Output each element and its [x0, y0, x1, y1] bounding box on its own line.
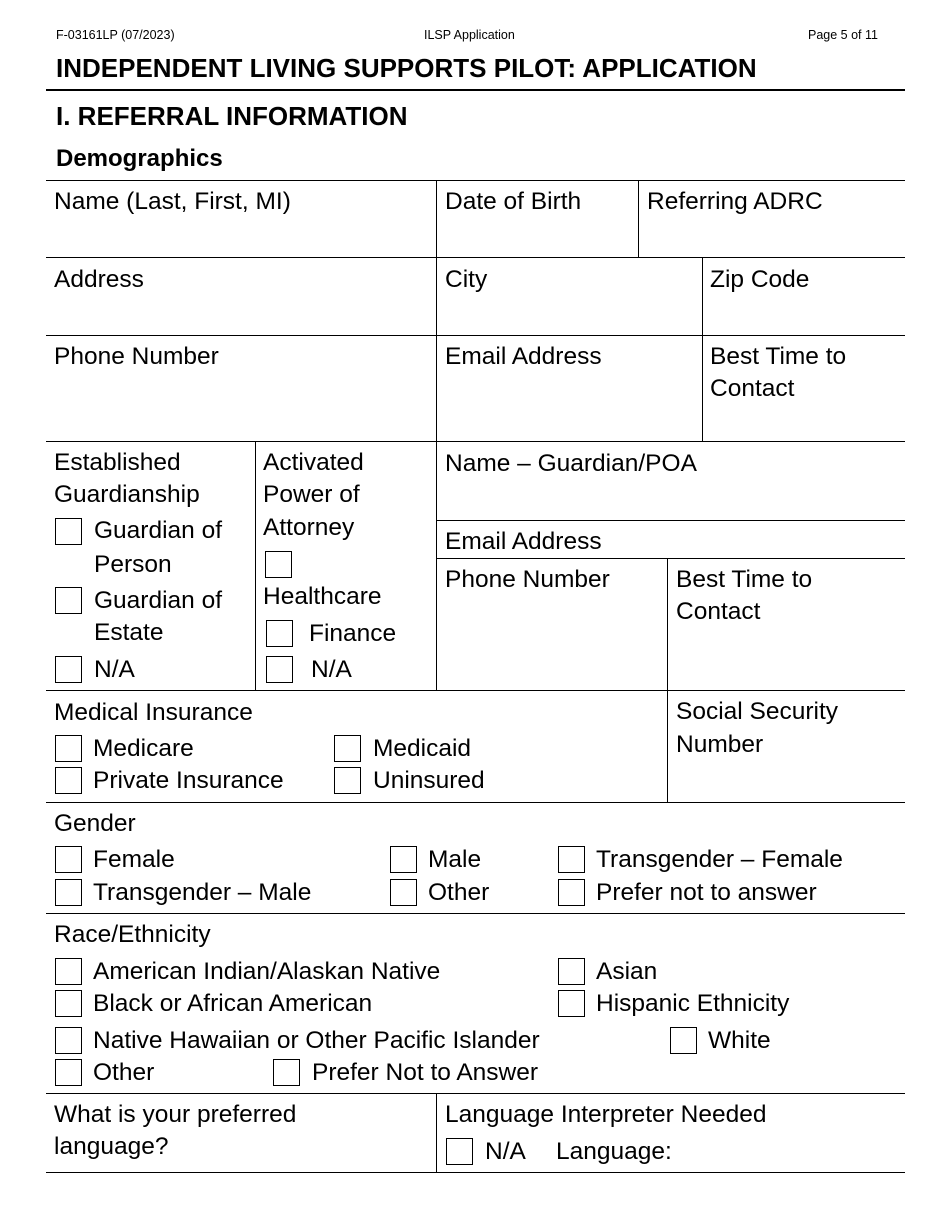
poa-label-line3: Attorney — [263, 514, 355, 541]
gender-male-checkbox[interactable] — [390, 846, 417, 873]
private-insurance-label: Private Insurance — [93, 767, 284, 794]
city-label: City — [445, 266, 488, 293]
guardian-estate-label-line2: Estate — [94, 619, 164, 646]
race-hispanic-label: Hispanic Ethnicity — [596, 990, 790, 1017]
gender-female-checkbox[interactable] — [55, 846, 82, 873]
race-asian-label: Asian — [596, 958, 658, 985]
table-line — [46, 690, 905, 691]
poa-na-label: N/A — [311, 656, 352, 683]
ssn-label-line2: Number — [676, 731, 764, 758]
interpreter-na-label: N/A — [485, 1138, 526, 1165]
name-label: Name (Last, First, MI) — [54, 188, 291, 215]
race-label: Race/Ethnicity — [54, 921, 211, 948]
address-label: Address — [54, 266, 144, 293]
table-line — [46, 1172, 905, 1173]
race-asian-checkbox[interactable] — [558, 958, 585, 985]
uninsured-checkbox[interactable] — [334, 767, 361, 794]
dob-label: Date of Birth — [445, 188, 582, 215]
poa-label-line2: Power of — [263, 481, 360, 508]
gender-other-label: Other — [428, 879, 490, 906]
race-hawaiian-checkbox[interactable] — [55, 1027, 82, 1054]
form-number: F-03161LP (07/2023) — [56, 28, 175, 42]
table-line — [638, 180, 639, 257]
best-time-label-line2: Contact — [710, 375, 795, 402]
referring-adrc-label: Referring ADRC — [647, 188, 823, 215]
gender-label: Gender — [54, 810, 136, 837]
table-line — [46, 913, 905, 914]
guardian-person-checkbox[interactable] — [55, 518, 82, 545]
gender-prefer-not-checkbox[interactable] — [558, 879, 585, 906]
race-prefer-not-checkbox[interactable] — [273, 1059, 300, 1086]
gender-female-label: Female — [93, 846, 175, 873]
poa-finance-checkbox[interactable] — [266, 620, 293, 647]
subsection-heading: Demographics — [56, 145, 223, 172]
guardian-person-label-line1: Guardian of — [94, 517, 223, 544]
table-line — [46, 180, 905, 181]
table-line — [436, 180, 437, 690]
table-line — [46, 802, 905, 803]
page-title: INDEPENDENT LIVING SUPPORTS PILOT: APPLICATION — [56, 53, 757, 83]
gender-trans-female-checkbox[interactable] — [558, 846, 585, 873]
table-line — [46, 257, 905, 258]
guardianship-label-line2: Guardianship — [54, 481, 200, 508]
best-time-label-line1: Best Time to — [710, 343, 847, 370]
medicaid-label: Medicaid — [373, 735, 472, 762]
gender-prefer-not-label: Prefer not to answer — [596, 879, 817, 906]
insurance-label: Medical Insurance — [54, 699, 253, 726]
guardian-name-label: Name – Guardian/POA — [445, 450, 697, 477]
guardianship-na-checkbox[interactable] — [55, 656, 82, 683]
table-line — [255, 441, 256, 690]
race-black-label: Black or African American — [93, 990, 373, 1017]
table-line — [437, 520, 905, 521]
guardianship-na-label: N/A — [94, 656, 135, 683]
poa-finance-label: Finance — [309, 620, 397, 647]
gender-trans-male-checkbox[interactable] — [55, 879, 82, 906]
table-line — [702, 257, 703, 441]
poa-label-line1: Activated — [263, 449, 364, 476]
interpreter-language-label: Language: — [556, 1138, 672, 1165]
guardian-best-time-line2: Contact — [676, 598, 761, 625]
phone-label: Phone Number — [54, 343, 219, 370]
guardian-best-time-line1: Best Time to — [676, 566, 813, 593]
race-hispanic-checkbox[interactable] — [558, 990, 585, 1017]
interpreter-label: Language Interpreter Needed — [445, 1101, 767, 1128]
race-prefer-not-label: Prefer Not to Answer — [312, 1059, 539, 1086]
race-white-checkbox[interactable] — [670, 1027, 697, 1054]
gender-trans-female-label: Transgender – Female — [596, 846, 843, 873]
guardian-email-label: Email Address — [445, 528, 602, 555]
preferred-language-label-line2: language? — [54, 1133, 169, 1160]
guardian-person-label-line2: Person — [94, 551, 172, 578]
poa-na-checkbox[interactable] — [266, 656, 293, 683]
email-label: Email Address — [445, 343, 602, 370]
medicare-label: Medicare — [93, 735, 194, 762]
uninsured-label: Uninsured — [373, 767, 485, 794]
header-center-title: ILSP Application — [424, 28, 515, 42]
table-line — [46, 441, 905, 442]
guardian-estate-label-line1: Guardian of — [94, 587, 223, 614]
race-hawaiian-label: Native Hawaiian or Other Pacific Islander — [93, 1027, 540, 1054]
race-black-checkbox[interactable] — [55, 990, 82, 1017]
race-american-indian-checkbox[interactable] — [55, 958, 82, 985]
gender-trans-male-label: Transgender – Male — [93, 879, 312, 906]
guardianship-label-line1: Established — [54, 449, 181, 476]
private-insurance-checkbox[interactable] — [55, 767, 82, 794]
poa-healthcare-label: Healthcare — [263, 583, 382, 610]
zip-label: Zip Code — [710, 266, 810, 293]
gender-male-label: Male — [428, 846, 482, 873]
title-divider — [46, 89, 905, 91]
table-line — [46, 335, 905, 336]
table-line — [667, 558, 668, 802]
medicaid-checkbox[interactable] — [334, 735, 361, 762]
medicare-checkbox[interactable] — [55, 735, 82, 762]
race-other-label: Other — [93, 1059, 155, 1086]
page-number: Page 5 of 11 — [808, 28, 878, 42]
table-line — [46, 1093, 905, 1094]
preferred-language-label-line1: What is your preferred — [54, 1101, 297, 1128]
gender-other-checkbox[interactable] — [390, 879, 417, 906]
table-line — [436, 1093, 437, 1172]
poa-healthcare-checkbox[interactable] — [265, 551, 292, 578]
guardian-phone-label: Phone Number — [445, 566, 610, 593]
ssn-label-line1: Social Security — [676, 698, 839, 725]
interpreter-na-checkbox[interactable] — [446, 1138, 473, 1165]
race-american-indian-label: American Indian/Alaskan Native — [93, 958, 441, 985]
race-white-label: White — [708, 1027, 771, 1054]
race-other-checkbox[interactable] — [55, 1059, 82, 1086]
section-heading: I. REFERRAL INFORMATION — [56, 101, 408, 131]
guardian-estate-checkbox[interactable] — [55, 587, 82, 614]
